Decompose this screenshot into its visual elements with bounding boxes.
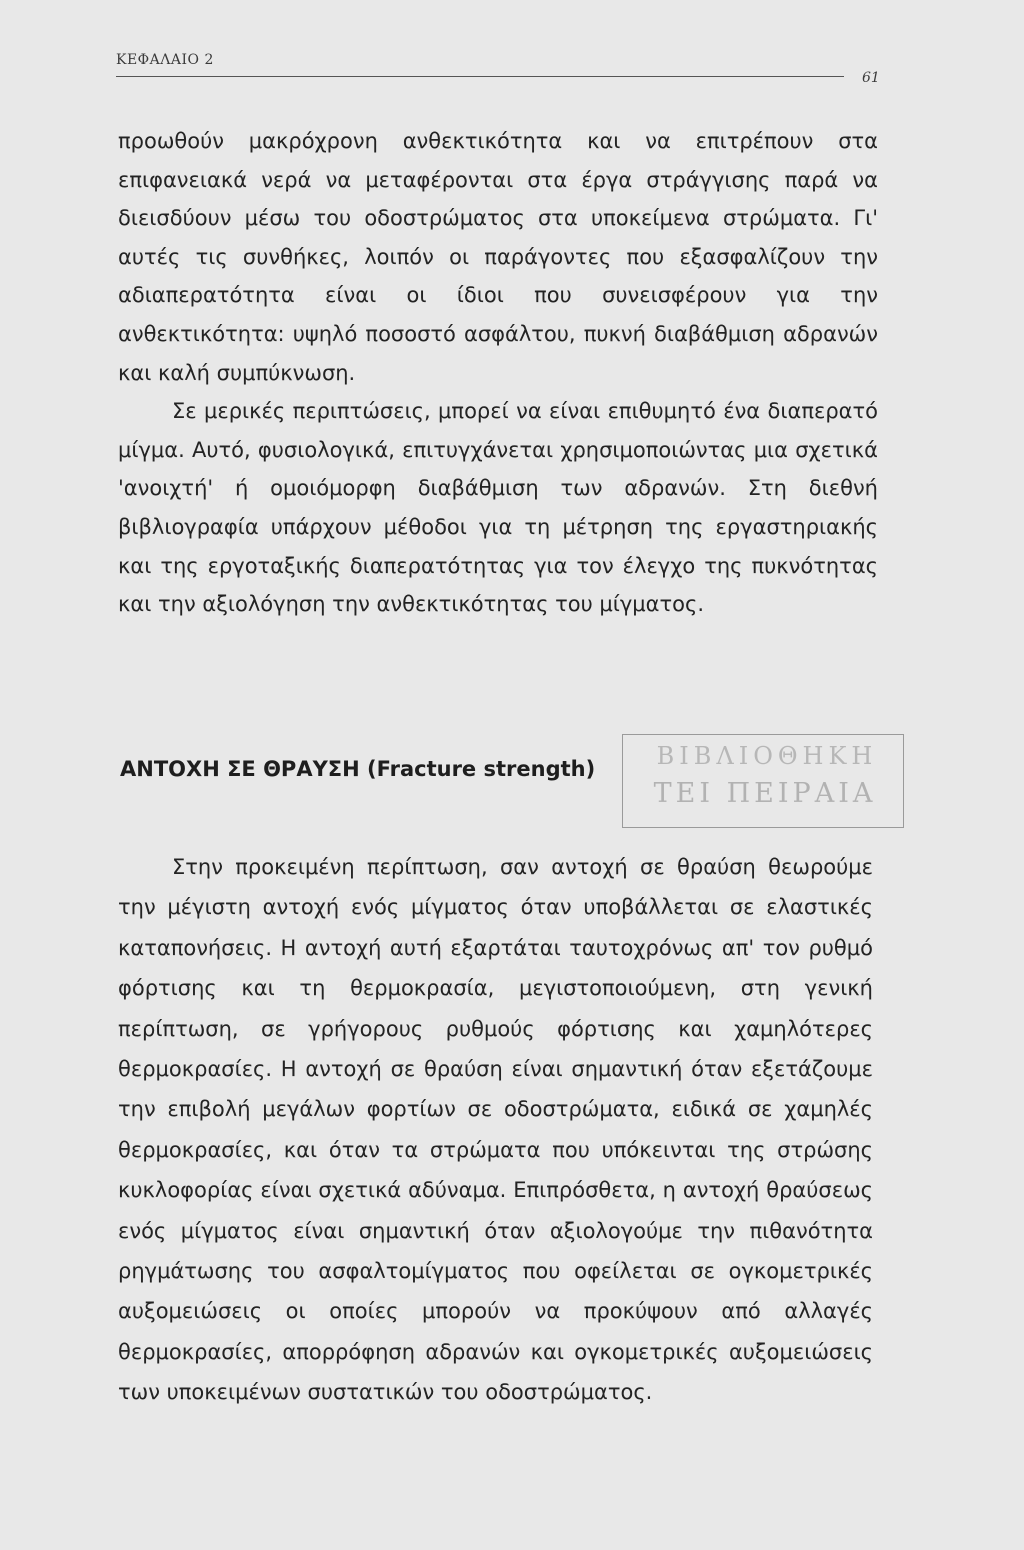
paragraph-durability: προωθούν μακρόχρονη ανθεκτικότητα και να επιτρέπουν στα επιφανειακά νερά να μεταφέρονται στα έργα στράγγισης παρά να διεισδύουν μέσω του οδοστρώματος στα υποκείμενα στρώματα. Γι' αυτές τις συνθήκες, λοιπόν οι παράγοντες που εξασφαλίζουν την αδιαπερατότητα είναι οι ίδιοι που συνεισφέρουν για την ανθεκτικότητα: υψηλό ποσοστό ασφάλτου, πυκνή διαβάθμιση αδρανών και καλή συμπύκνωση. (118, 129, 878, 385)
paragraph-fracture-strength: Στην προκειμένη περίπτωση, σαν αντοχή σε θραύση θεωρούμε την μέγιστη αντοχή ενός μίγματος όταν υποβάλλεται σε ελαστικές καταπονήσεις. Η αντοχή αυτή εξαρτάται ταυτοχρόνως απ' τον ρυθμό φόρτισης και τη θερμοκρασία, μεγιστοποιούμενη, στη γενική περίπτωση, σε γρήγορους ρυθμούς φόρτισης και χαμηλότερες θερμοκρασίες. Η αντοχή σε θραύση είναι σημαντική όταν εξετάζουμε την επιβολή μεγάλων φορτίων σε οδοστρώματα, ειδικά σε χαμηλές θερμοκρασίες, και όταν τα στρώματα που υπόκεινται της στρώσης κυκλοφορίας είναι σχετικά αδύναμα. Επιπρόσθετα, η αντοχή θραύσεως ενός μίγματος είναι σημαντική όταν αξιολογούμε την πιθανότητα ρηγμάτωσης του ασφαλτομίγματος που οφείλεται σε ογκομετρικές αυξομειώσεις οι οποίες μπορούν να προκύψουν από αλλαγές θερμοκρασίες, απορρόφηση αδρανών και ογκομετρικές αυξομειώσεις των υποκειμένων συστατικών του οδοστρώματος. (118, 855, 873, 1405)
body-text (118, 122, 878, 624)
section-heading: ΑΝΤΟΧΗ ΣΕ ΘΡΑΥΣΗ (Fracture strength) (120, 757, 596, 781)
page-number: 61 (862, 70, 880, 86)
running-header: ΚΕΦΑΛΑΙΟ 2 (116, 52, 214, 68)
section-body (118, 826, 873, 1434)
stamp-line-library: ΒΙΒΛΙΟΘΗΚΗ (656, 742, 878, 770)
library-stamp (622, 734, 902, 826)
header-rule (116, 76, 844, 77)
paragraph-permeable-mix: Σε μερικές περιπτώσεις, μπορεί να είναι επιθυμητό ένα διαπερατό μίγμα. Αυτό, φυσιολογικά, επιτυγχάνεται χρησιμοποιώντας μια σχετικά 'ανοιχτή' ή ομοιόμορφη διαβάθμιση των αδρανών. Στη διεθνή βιβλιογραφία υπάρχουν μέθοδοι για τη μέτρηση της εργαστηριακής και της εργοταξικής διαπερατότητας για τον έλεγχο της πυκνότητας και την αξιολόγηση την ανθεκτικότητας του μίγματος. (118, 399, 878, 617)
stamp-line-institution: ΤΕΙ ΠΕΙΡΑΙΑ (653, 778, 877, 809)
